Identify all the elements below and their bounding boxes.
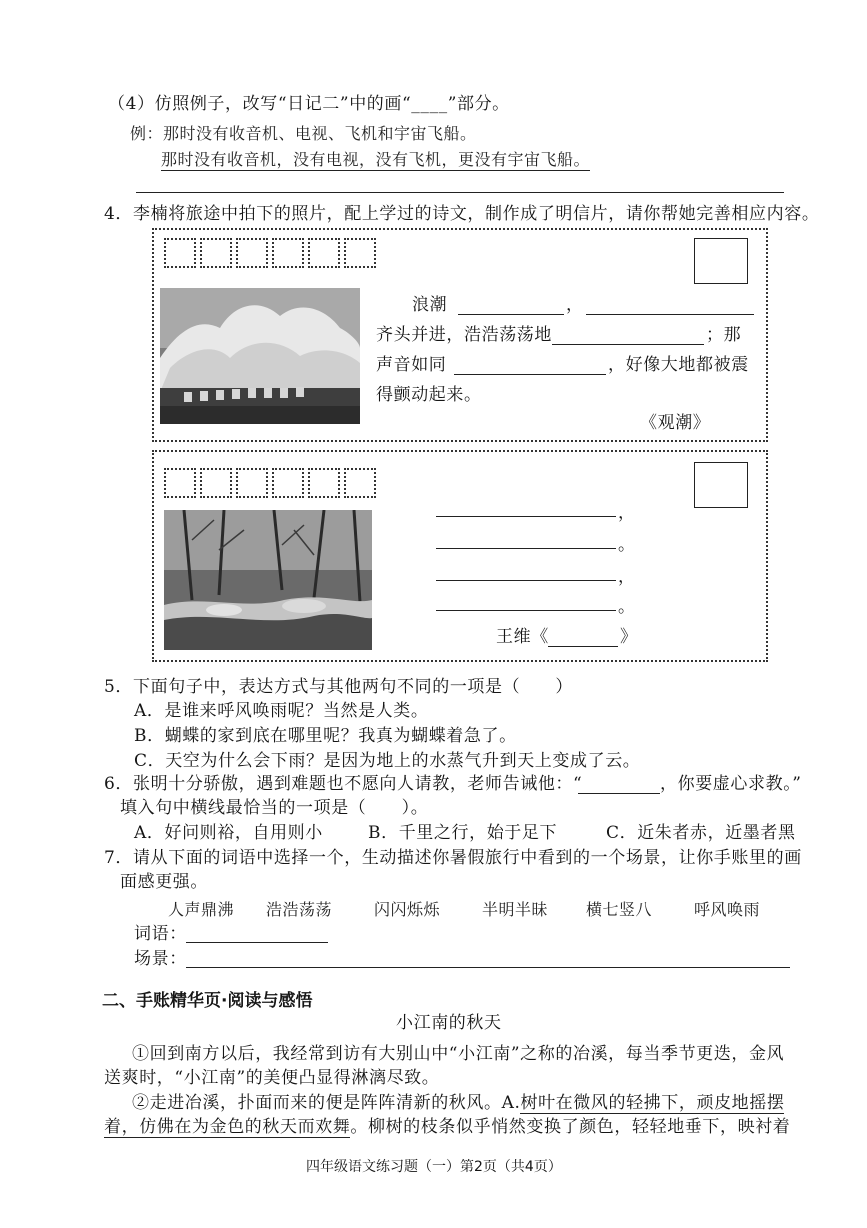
- word-option: 人声鼎沸: [168, 900, 235, 919]
- word-option: 呼风唤雨: [694, 900, 761, 919]
- word-label: 词语：: [134, 924, 187, 944]
- underlined-sentence-a: 树叶在微风的轻拂下，顽皮地摇摆: [520, 1093, 785, 1113]
- q7-prompt-2: 面感更强。: [120, 872, 208, 892]
- word-answer-line[interactable]: [186, 942, 328, 943]
- postcode-box[interactable]: [236, 468, 268, 498]
- q5-option-a[interactable]: A．是谁来呼风唤雨呢？当然是人类。: [134, 701, 429, 721]
- postcode-box[interactable]: [272, 468, 304, 498]
- passage-p2-line2: [104, 1116, 790, 1138]
- answer-blank[interactable]: [552, 344, 704, 345]
- q6-option-c[interactable]: C．近朱者赤，近墨者黑: [606, 823, 796, 843]
- poem-punct: ，: [618, 567, 636, 587]
- postcode-box[interactable]: [164, 468, 196, 498]
- stamp-box: [694, 238, 748, 284]
- answer-blank[interactable]: [586, 314, 754, 315]
- section-heading: 二、手账精华页·阅读与感悟: [102, 991, 313, 1011]
- postcode-box[interactable]: [344, 468, 376, 498]
- card1-line3-start: 声音如同: [376, 355, 447, 375]
- q6-answer-blank[interactable]: [578, 793, 660, 794]
- answer-blank[interactable]: [454, 374, 606, 375]
- postcode-box[interactable]: [164, 238, 196, 268]
- tidal-bore-photo: [160, 288, 360, 424]
- postcard-1: [152, 228, 768, 442]
- poem-punct: ，: [618, 503, 636, 523]
- card1-line1-start: 浪潮: [412, 295, 448, 315]
- passage-p1-line1: ①回到南方以后，我经常到访有大别山中“小江南”之称的冶溪，每当季节更迭，金风: [132, 1044, 785, 1064]
- card1-line4: 得颤动起来。: [376, 385, 482, 405]
- passage-p1-line2: 送爽时，“小江南”的美便凸显得淋漓尽致。: [104, 1068, 440, 1088]
- postcode-box[interactable]: [236, 238, 268, 268]
- word-option: 半明半昧: [482, 900, 549, 919]
- q5-option-b[interactable]: B．蝴蝶的家到底在哪里呢？我真为蝴蝶着急了。: [134, 726, 517, 746]
- poem-author: 王维《: [496, 627, 549, 647]
- postcode-box[interactable]: [308, 238, 340, 268]
- postcode-box[interactable]: [200, 468, 232, 498]
- postcard-2: [152, 450, 768, 662]
- poem-line-blank-4[interactable]: [436, 610, 616, 611]
- passage-p2-line1: [132, 1092, 784, 1114]
- card1-line3-end: ，好像大地都被震: [608, 355, 749, 375]
- page-footer: 四年级语文练习题（一）第2页（共4页）: [306, 1159, 562, 1175]
- q7-prompt-1: 7．请从下面的词语中选择一个，生动描述你暑假旅行中看到的一个场景，让你手账里的画: [104, 848, 802, 868]
- poem-punct: 。: [618, 597, 636, 617]
- q6-prompt-start: 6．张明十分骄傲，遇到难题也不愿向人请教，老师告诫他：“: [104, 774, 583, 794]
- card1-line2-end: ；那: [706, 325, 742, 345]
- postcode-box[interactable]: [308, 468, 340, 498]
- card1-line2-start: 齐头并进，浩浩荡荡地: [376, 325, 552, 345]
- q6-prompt-2: 填入句中横线最恰当的一项是（ ）。: [120, 798, 429, 818]
- postcode-box[interactable]: [272, 238, 304, 268]
- passage-title: 小江南的秋天: [396, 1013, 502, 1033]
- answer-blank[interactable]: [458, 314, 564, 315]
- postcode-box[interactable]: [200, 238, 232, 268]
- q4-prompt: 4．李楠将旅途中拍下的照片，配上学过的诗文，制作成了明信片，请你帮她完善相应内容。: [104, 204, 820, 224]
- poem-line-blank-2[interactable]: [436, 548, 616, 549]
- example-answer: 那时没有收音机，没有电视，没有飞机，更没有宇宙飞船。: [161, 147, 590, 171]
- stamp-box: [694, 462, 748, 508]
- scene-label: 场景：: [134, 949, 187, 969]
- q6-prompt-end: ，你要虚心求教。”: [660, 774, 802, 794]
- postcode-box[interactable]: [344, 238, 376, 268]
- passage-p2-text: ②走进冶溪，扑面而来的便是阵阵清新的秋风。A.: [132, 1093, 521, 1113]
- passage-p2-text: 。柳树的枝条似乎悄然变换了颜色，轻轻地垂下，映衬着: [350, 1117, 791, 1137]
- poem-title-close: 》: [620, 627, 638, 647]
- word-option: 浩浩荡荡: [266, 900, 333, 919]
- poem-title-blank[interactable]: [548, 646, 618, 647]
- example-sentence: 例：那时没有收音机、电视、飞机和宇宙飞船。: [130, 124, 477, 143]
- q6-option-b[interactable]: B．千里之行，始于足下: [368, 823, 558, 843]
- poem-line-blank-3[interactable]: [436, 580, 616, 581]
- scene-answer-line[interactable]: [186, 967, 790, 968]
- poem-line-blank-1[interactable]: [436, 516, 616, 517]
- underlined-sentence-a-cont: 着，仿佛在为金色的秋天而欢舞: [104, 1117, 351, 1137]
- q6-option-a[interactable]: A．好问则裕，自用则小: [134, 823, 323, 843]
- forest-stream-photo: [164, 510, 372, 650]
- card1-line1-comma: ，: [566, 295, 584, 315]
- q4-sub-prompt: （4）仿照例子，改写“日记二”中的画“____”部分。: [108, 94, 510, 114]
- word-option: 横七竖八: [586, 900, 653, 919]
- q5-option-c[interactable]: C．天空为什么会下雨？是因为地上的水蒸气升到天上变成了云。: [134, 751, 641, 771]
- q5-prompt: 5．下面句子中，表达方式与其他两句不同的一项是（ ）: [104, 677, 574, 697]
- answer-line-rewrite[interactable]: [136, 192, 784, 193]
- card1-source: 《观潮》: [640, 413, 711, 433]
- poem-punct: 。: [618, 535, 636, 555]
- word-option: 闪闪烁烁: [374, 900, 441, 919]
